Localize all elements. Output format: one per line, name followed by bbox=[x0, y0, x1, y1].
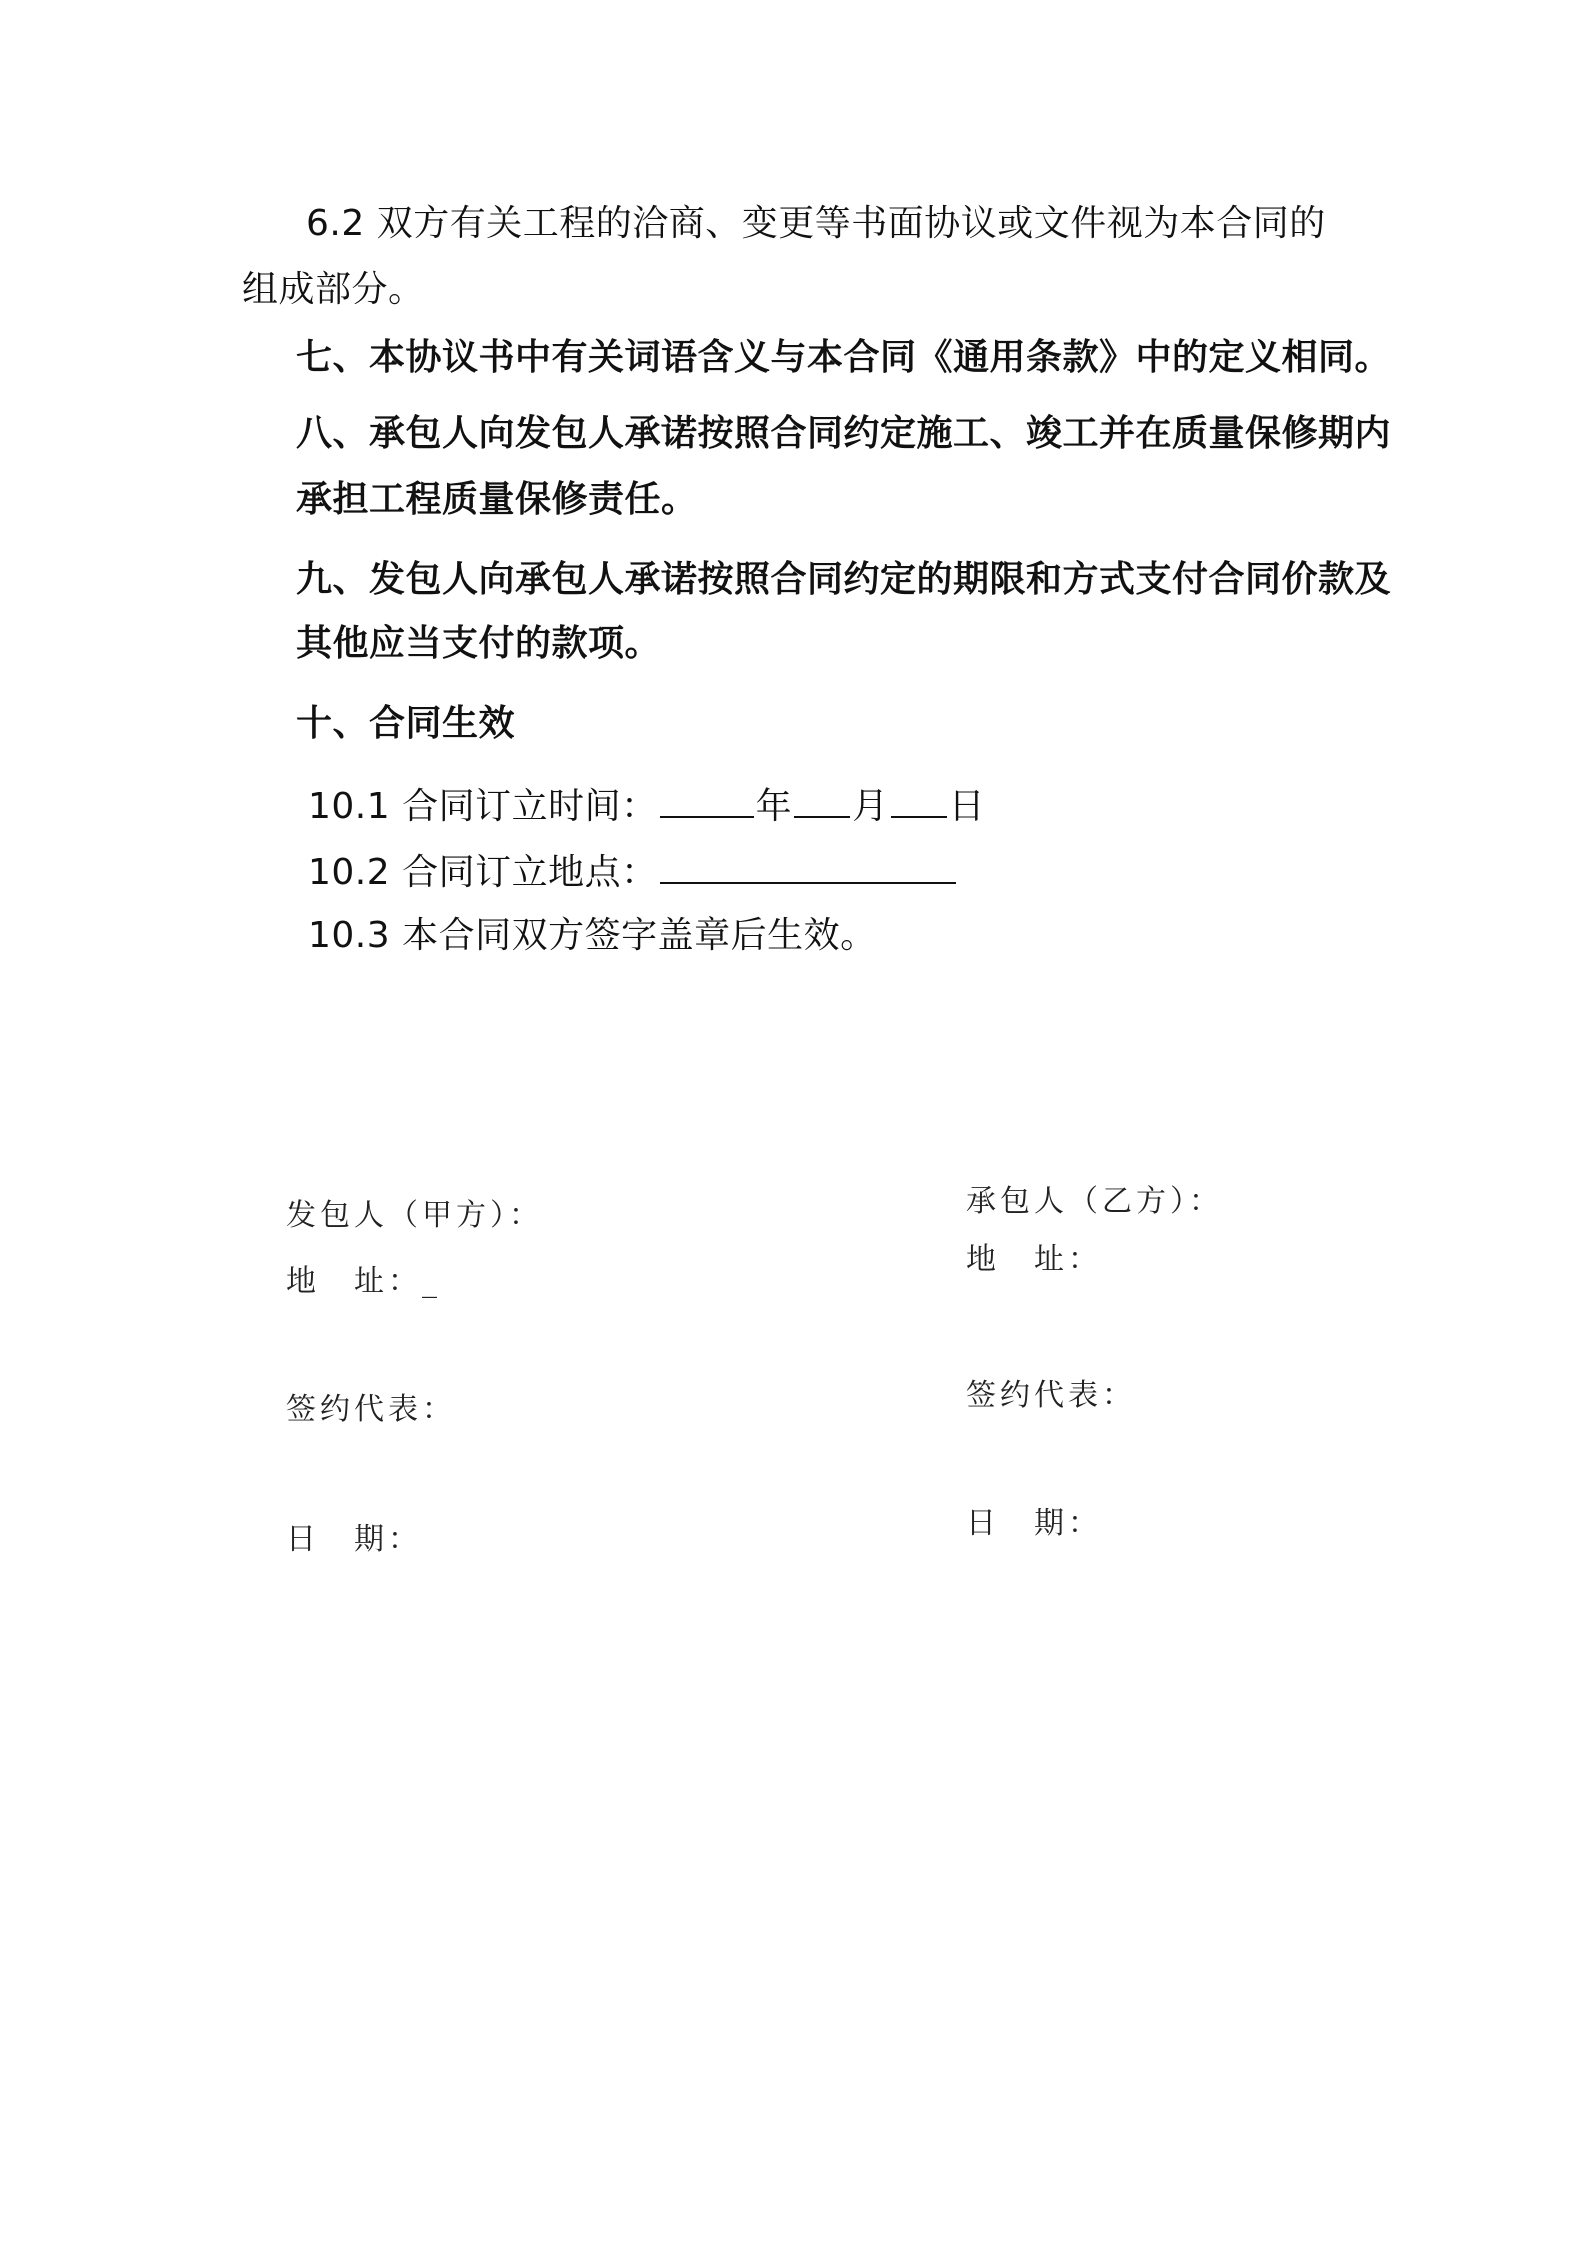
clause-9-line1: 九、发包人向承包人承诺按照合同约定的期限和方式支付合同价款及 bbox=[296, 559, 1392, 600]
clause-8-line1: 八、承包人向发包人承诺按照合同约定施工、竣工并在质量保修期内 bbox=[296, 413, 1392, 454]
party-b-representative: 签约代表： bbox=[966, 1378, 1136, 1413]
day-char: 日 bbox=[948, 786, 986, 827]
clause-10-1 bbox=[308, 780, 985, 831]
party-a-address: 地 址：_ bbox=[286, 1264, 441, 1299]
year-char: 年 bbox=[755, 786, 793, 827]
clause-10-1-label: 10.1 合同订立时间： bbox=[308, 786, 658, 827]
party-b-date: 日 期： bbox=[966, 1506, 1102, 1541]
clause-10-3: 10.3 本合同双方签字盖章后生效。 bbox=[308, 915, 877, 956]
clause-7: 七、本协议书中有关词语含义与本合同《通用条款》中的定义相同。 bbox=[296, 337, 1392, 378]
clause-8-line2: 承担工程质量保修责任。 bbox=[296, 479, 698, 520]
clause-6-2-line2: 组成部分。 bbox=[242, 269, 425, 310]
party-a-title: 发包人（甲方）： bbox=[286, 1198, 543, 1233]
clause-9-line2: 其他应当支付的款项。 bbox=[296, 623, 662, 664]
day-blank[interactable] bbox=[891, 780, 947, 818]
month-blank[interactable] bbox=[794, 780, 850, 818]
clause-10-2 bbox=[308, 846, 958, 897]
party-b-title: 承包人（乙方）： bbox=[966, 1184, 1223, 1219]
clause-10-2-label: 10.2 合同订立地点： bbox=[308, 852, 658, 893]
party-b-address: 地 址： bbox=[966, 1242, 1102, 1277]
month-char: 月 bbox=[852, 786, 889, 827]
clause-10-heading: 十、合同生效 bbox=[296, 703, 516, 744]
clause-6-2-line1: 6.2 双方有关工程的洽商、变更等书面协议或文件视为本合同的 bbox=[306, 203, 1326, 244]
place-blank[interactable] bbox=[660, 846, 956, 884]
party-a-date: 日 期： bbox=[286, 1522, 422, 1557]
year-blank[interactable] bbox=[660, 780, 754, 818]
party-a-representative: 签约代表： bbox=[286, 1392, 456, 1427]
